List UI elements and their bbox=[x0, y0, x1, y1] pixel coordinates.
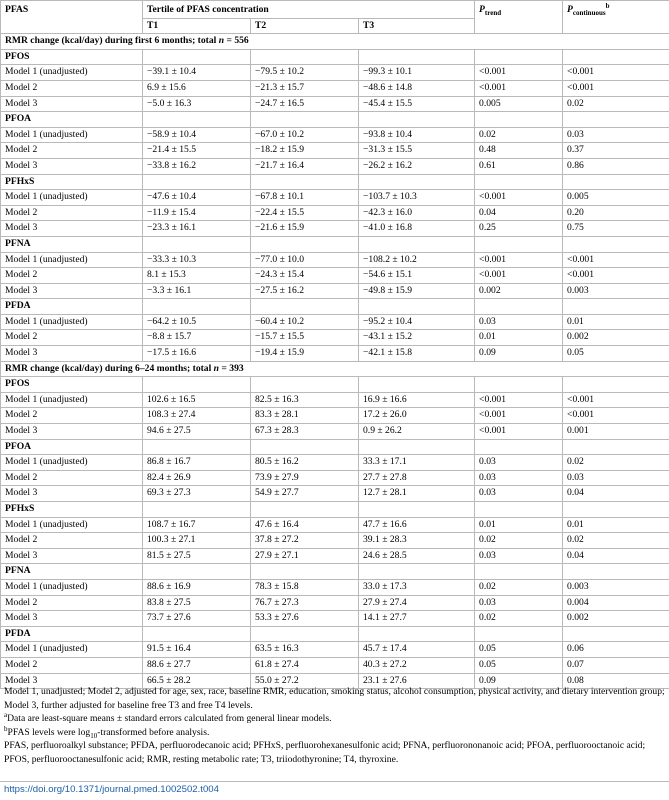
table-footnotes bbox=[4, 685, 666, 767]
empty-cell bbox=[475, 49, 563, 65]
t3-cell: 0.9 ± 26.2 bbox=[359, 424, 475, 440]
t1-cell: 73.7 ± 27.6 bbox=[143, 611, 251, 627]
t1-cell: 6.9 ± 15.6 bbox=[143, 80, 251, 96]
empty-cell bbox=[475, 439, 563, 455]
t3-cell: 40.3 ± 27.2 bbox=[359, 657, 475, 673]
p-continuous-cell: 0.003 bbox=[563, 579, 669, 595]
model-cell: Model 2 bbox=[1, 205, 143, 221]
t1-cell: 66.5 ± 28.2 bbox=[143, 673, 251, 689]
t1-cell: −23.3 ± 16.1 bbox=[143, 221, 251, 237]
t3-cell: −99.3 ± 10.1 bbox=[359, 65, 475, 81]
table-row bbox=[1, 424, 669, 440]
t2-cell: 55.0 ± 27.2 bbox=[251, 673, 359, 689]
t2-cell: −67.8 ± 10.1 bbox=[251, 190, 359, 206]
p-trend-cell: 0.05 bbox=[475, 657, 563, 673]
p-continuous-cell: 0.08 bbox=[563, 673, 669, 689]
empty-cell bbox=[143, 502, 251, 518]
t1-cell: 91.5 ± 16.4 bbox=[143, 642, 251, 658]
header-t3: T3 bbox=[359, 18, 475, 34]
t1-cell: −3.3 ± 16.1 bbox=[143, 283, 251, 299]
model-cell: Model 1 (unadjusted) bbox=[1, 314, 143, 330]
p-continuous-cell: <0.001 bbox=[563, 80, 669, 96]
p-trend-cell: <0.001 bbox=[475, 190, 563, 206]
p-trend-cell: 0.01 bbox=[475, 517, 563, 533]
p-trend-cell: 0.02 bbox=[475, 579, 563, 595]
t2-cell: 82.5 ± 16.3 bbox=[251, 392, 359, 408]
model-cell: Model 2 bbox=[1, 330, 143, 346]
empty-cell bbox=[143, 49, 251, 65]
table-row bbox=[1, 470, 669, 486]
group-name: PFDA bbox=[1, 626, 143, 642]
empty-cell bbox=[359, 299, 475, 315]
p-continuous-cell: 0.75 bbox=[563, 221, 669, 237]
empty-cell bbox=[359, 502, 475, 518]
empty-cell bbox=[143, 299, 251, 315]
section-row bbox=[1, 34, 669, 50]
p-continuous-cell: 0.03 bbox=[563, 470, 669, 486]
group-name: PFDA bbox=[1, 299, 143, 315]
model-cell: Model 1 (unadjusted) bbox=[1, 252, 143, 268]
p-continuous-cell: 0.002 bbox=[563, 611, 669, 627]
model-cell: Model 1 (unadjusted) bbox=[1, 579, 143, 595]
p-trend-cell: <0.001 bbox=[475, 424, 563, 440]
table-row bbox=[1, 657, 669, 673]
t1-cell: 108.3 ± 27.4 bbox=[143, 408, 251, 424]
t3-cell: −49.8 ± 15.9 bbox=[359, 283, 475, 299]
t2-cell: −21.3 ± 15.7 bbox=[251, 80, 359, 96]
p-trend-cell: 0.002 bbox=[475, 283, 563, 299]
t1-cell: −33.8 ± 16.2 bbox=[143, 158, 251, 174]
empty-cell bbox=[475, 626, 563, 642]
group-row bbox=[1, 49, 669, 65]
p-trend-cell: 0.05 bbox=[475, 642, 563, 658]
t1-cell: −39.1 ± 10.4 bbox=[143, 65, 251, 81]
p-trend-cell: 0.48 bbox=[475, 143, 563, 159]
t2-cell: 61.8 ± 27.4 bbox=[251, 657, 359, 673]
p-trend-cell: 0.02 bbox=[475, 611, 563, 627]
t3-cell: −95.2 ± 10.4 bbox=[359, 314, 475, 330]
empty-cell bbox=[251, 174, 359, 190]
group-name: PFNA bbox=[1, 236, 143, 252]
t2-cell: 54.9 ± 27.7 bbox=[251, 486, 359, 502]
model-cell: Model 2 bbox=[1, 80, 143, 96]
table-row bbox=[1, 314, 669, 330]
table-row bbox=[1, 392, 669, 408]
t1-cell: 8.1 ± 15.3 bbox=[143, 268, 251, 284]
table-row bbox=[1, 252, 669, 268]
model-cell: Model 3 bbox=[1, 424, 143, 440]
p-continuous-cell: 0.03 bbox=[563, 127, 669, 143]
t3-cell: −48.6 ± 14.8 bbox=[359, 80, 475, 96]
empty-cell bbox=[475, 299, 563, 315]
p-trend-cell: 0.04 bbox=[475, 205, 563, 221]
t3-cell: −41.0 ± 16.8 bbox=[359, 221, 475, 237]
header-p-continuous: $P_{continuous}^b$ bbox=[563, 1, 669, 34]
empty-cell bbox=[251, 377, 359, 393]
p-trend-cell: 0.03 bbox=[475, 470, 563, 486]
t1-cell: 88.6 ± 27.7 bbox=[143, 657, 251, 673]
t2-cell: 67.3 ± 28.3 bbox=[251, 424, 359, 440]
p-continuous-cell: 0.86 bbox=[563, 158, 669, 174]
t1-cell: −58.9 ± 10.4 bbox=[143, 127, 251, 143]
t2-cell: −15.7 ± 15.5 bbox=[251, 330, 359, 346]
p-continuous-cell: <0.001 bbox=[563, 65, 669, 81]
empty-cell bbox=[251, 626, 359, 642]
p-trend-cell: <0.001 bbox=[475, 252, 563, 268]
p-trend-cell: <0.001 bbox=[475, 408, 563, 424]
doi-link[interactable]: https://doi.org/10.1371/journal.pmed.1002502.t004 bbox=[4, 784, 219, 795]
model-cell: Model 2 bbox=[1, 268, 143, 284]
model-cell: Model 1 (unadjusted) bbox=[1, 190, 143, 206]
table-row bbox=[1, 595, 669, 611]
p-trend-cell: <0.001 bbox=[475, 268, 563, 284]
table-row bbox=[1, 517, 669, 533]
p-continuous-cell: 0.005 bbox=[563, 190, 669, 206]
footnote-b: $^b$PFAS levels were $\log_{10}$-transformed before analysis. bbox=[4, 724, 210, 740]
p-continuous-cell: 0.02 bbox=[563, 96, 669, 112]
empty-cell bbox=[563, 564, 669, 580]
t2-cell: −22.4 ± 15.5 bbox=[251, 205, 359, 221]
group-row bbox=[1, 564, 669, 580]
empty-cell bbox=[359, 236, 475, 252]
table-row bbox=[1, 158, 669, 174]
t2-cell: 83.3 ± 28.1 bbox=[251, 408, 359, 424]
empty-cell bbox=[143, 377, 251, 393]
empty-cell bbox=[475, 564, 563, 580]
p-continuous-cell: 0.02 bbox=[563, 533, 669, 549]
table-row bbox=[1, 96, 669, 112]
empty-cell bbox=[251, 564, 359, 580]
header-tertile-title: Tertile of PFAS concentration bbox=[143, 1, 475, 19]
t3-cell: 14.1 ± 27.7 bbox=[359, 611, 475, 627]
table-row bbox=[1, 330, 669, 346]
model-cell: Model 3 bbox=[1, 548, 143, 564]
p-continuous-cell: 0.05 bbox=[563, 346, 669, 362]
t2-cell: 80.5 ± 16.2 bbox=[251, 455, 359, 471]
table-row bbox=[1, 65, 669, 81]
model-cell: Model 1 (unadjusted) bbox=[1, 455, 143, 471]
empty-cell bbox=[359, 564, 475, 580]
model-cell: Model 3 bbox=[1, 158, 143, 174]
empty-cell bbox=[563, 49, 669, 65]
empty-cell bbox=[563, 112, 669, 128]
t2-cell: −67.0 ± 10.2 bbox=[251, 127, 359, 143]
group-name: PFOS bbox=[1, 49, 143, 65]
empty-cell bbox=[563, 174, 669, 190]
p-trend-cell: 0.09 bbox=[475, 346, 563, 362]
group-name: PFOA bbox=[1, 112, 143, 128]
group-name: PFHxS bbox=[1, 174, 143, 190]
t3-cell: 12.7 ± 28.1 bbox=[359, 486, 475, 502]
header-t1: T1 bbox=[143, 18, 251, 34]
p-trend-cell: 0.09 bbox=[475, 673, 563, 689]
model-cell: Model 1 (unadjusted) bbox=[1, 127, 143, 143]
header-p-trend: $P_{trend}$ bbox=[475, 1, 563, 34]
t1-cell: 83.8 ± 27.5 bbox=[143, 595, 251, 611]
t3-cell: 33.0 ± 17.3 bbox=[359, 579, 475, 595]
empty-cell bbox=[359, 626, 475, 642]
group-name: PFOA bbox=[1, 439, 143, 455]
t2-cell: −19.4 ± 15.9 bbox=[251, 346, 359, 362]
table-row bbox=[1, 486, 669, 502]
t1-cell: 108.7 ± 16.7 bbox=[143, 517, 251, 533]
t2-cell: 73.9 ± 27.9 bbox=[251, 470, 359, 486]
model-cell: Model 2 bbox=[1, 657, 143, 673]
p-trend-cell: 0.03 bbox=[475, 595, 563, 611]
t3-cell: 16.9 ± 16.6 bbox=[359, 392, 475, 408]
empty-cell bbox=[359, 439, 475, 455]
model-cell: Model 2 bbox=[1, 533, 143, 549]
header-row-1 bbox=[1, 1, 669, 19]
t1-cell: −8.8 ± 15.7 bbox=[143, 330, 251, 346]
p-trend-cell: 0.61 bbox=[475, 158, 563, 174]
group-row bbox=[1, 299, 669, 315]
group-name: PFHxS bbox=[1, 502, 143, 518]
model-cell: Model 3 bbox=[1, 283, 143, 299]
p-continuous-cell: 0.20 bbox=[563, 205, 669, 221]
empty-cell bbox=[359, 112, 475, 128]
empty-cell bbox=[143, 564, 251, 580]
p-trend-cell: 0.03 bbox=[475, 486, 563, 502]
empty-cell bbox=[251, 299, 359, 315]
t1-cell: 86.8 ± 16.7 bbox=[143, 455, 251, 471]
p-trend-cell: <0.001 bbox=[475, 65, 563, 81]
p-continuous-cell: 0.002 bbox=[563, 330, 669, 346]
table-row bbox=[1, 283, 669, 299]
t3-cell: −54.6 ± 15.1 bbox=[359, 268, 475, 284]
empty-cell bbox=[251, 112, 359, 128]
p-trend-cell: 0.02 bbox=[475, 127, 563, 143]
empty-cell bbox=[359, 174, 475, 190]
group-row bbox=[1, 174, 669, 190]
empty-cell bbox=[563, 236, 669, 252]
footnote-abbreviations: PFAS, perfluoroalkyl substance; PFDA, perfluorodecanoic acid; PFHxS, perfluorohexanesulfonic acid; PFNA, perfluorononanoic acid; PFOA, perfluorooctanoic acid; PFOS, perfluorooctanesulfonic acid; RMR, resting metabolic rate; T3, triiodothyronine; T4, thyroxine. bbox=[4, 740, 646, 765]
p-continuous-cell: 0.04 bbox=[563, 548, 669, 564]
section-title: RMR change (kcal/day) during 6–24 months; total n = 393 bbox=[1, 361, 669, 377]
p-trend-cell: <0.001 bbox=[475, 392, 563, 408]
p-continuous-cell: 0.01 bbox=[563, 314, 669, 330]
table-row bbox=[1, 455, 669, 471]
t3-cell: 33.3 ± 17.1 bbox=[359, 455, 475, 471]
p-continuous-cell: <0.001 bbox=[563, 392, 669, 408]
empty-cell bbox=[251, 49, 359, 65]
t2-cell: −24.3 ± 15.4 bbox=[251, 268, 359, 284]
model-cell: Model 2 bbox=[1, 408, 143, 424]
group-row bbox=[1, 439, 669, 455]
t2-cell: −79.5 ± 10.2 bbox=[251, 65, 359, 81]
p-trend-cell: 0.02 bbox=[475, 533, 563, 549]
group-row bbox=[1, 377, 669, 393]
t3-cell: −42.1 ± 15.8 bbox=[359, 346, 475, 362]
empty-cell bbox=[359, 377, 475, 393]
table-row bbox=[1, 533, 669, 549]
empty-cell bbox=[475, 112, 563, 128]
table-row bbox=[1, 346, 669, 362]
model-cell: Model 3 bbox=[1, 346, 143, 362]
t3-cell: −93.8 ± 10.4 bbox=[359, 127, 475, 143]
p-continuous-cell: <0.001 bbox=[563, 252, 669, 268]
t2-cell: 47.6 ± 16.4 bbox=[251, 517, 359, 533]
p-continuous-cell: 0.01 bbox=[563, 517, 669, 533]
t2-cell: 78.3 ± 15.8 bbox=[251, 579, 359, 595]
t1-cell: −47.6 ± 10.4 bbox=[143, 190, 251, 206]
model-cell: Model 2 bbox=[1, 470, 143, 486]
model-cell: Model 1 (unadjusted) bbox=[1, 392, 143, 408]
p-continuous-cell: <0.001 bbox=[563, 408, 669, 424]
p-trend-cell: 0.03 bbox=[475, 548, 563, 564]
t2-cell: 27.9 ± 27.1 bbox=[251, 548, 359, 564]
table-row bbox=[1, 642, 669, 658]
t3-cell: −45.4 ± 15.5 bbox=[359, 96, 475, 112]
t3-cell: 47.7 ± 16.6 bbox=[359, 517, 475, 533]
group-name: PFNA bbox=[1, 564, 143, 580]
p-trend-cell: 0.03 bbox=[475, 455, 563, 471]
footnote-a: $^a$Data are least-square means ± standard errors calculated from general linear models. bbox=[4, 711, 332, 725]
table-row bbox=[1, 611, 669, 627]
t1-cell: −11.9 ± 15.4 bbox=[143, 205, 251, 221]
t3-cell: −43.1 ± 15.2 bbox=[359, 330, 475, 346]
table-row bbox=[1, 579, 669, 595]
header-pfas: PFAS bbox=[1, 1, 143, 34]
t2-cell: −27.5 ± 16.2 bbox=[251, 283, 359, 299]
empty-cell bbox=[475, 174, 563, 190]
t2-cell: 76.7 ± 27.3 bbox=[251, 595, 359, 611]
section-row bbox=[1, 361, 669, 377]
header-t2: T2 bbox=[251, 18, 359, 34]
model-cell: Model 1 (unadjusted) bbox=[1, 517, 143, 533]
t3-cell: 27.9 ± 27.4 bbox=[359, 595, 475, 611]
table-row bbox=[1, 548, 669, 564]
p-continuous-cell: 0.04 bbox=[563, 486, 669, 502]
t2-cell: −60.4 ± 10.2 bbox=[251, 314, 359, 330]
t1-cell: 100.3 ± 27.1 bbox=[143, 533, 251, 549]
t1-cell: −64.2 ± 10.5 bbox=[143, 314, 251, 330]
table-row bbox=[1, 268, 669, 284]
empty-cell bbox=[563, 439, 669, 455]
t2-cell: −77.0 ± 10.0 bbox=[251, 252, 359, 268]
p-continuous-cell: 0.07 bbox=[563, 657, 669, 673]
model-cell: Model 3 bbox=[1, 96, 143, 112]
empty-cell bbox=[251, 439, 359, 455]
t1-cell: 102.6 ± 16.5 bbox=[143, 392, 251, 408]
p-continuous-cell: 0.003 bbox=[563, 283, 669, 299]
empty-cell bbox=[563, 377, 669, 393]
model-cell: Model 3 bbox=[1, 673, 143, 689]
t1-cell: −17.5 ± 16.6 bbox=[143, 346, 251, 362]
p-continuous-cell: <0.001 bbox=[563, 268, 669, 284]
p-trend-cell: 0.25 bbox=[475, 221, 563, 237]
model-cell: Model 3 bbox=[1, 486, 143, 502]
p-continuous-cell: 0.02 bbox=[563, 455, 669, 471]
group-row bbox=[1, 236, 669, 252]
bottom-divider bbox=[0, 781, 669, 782]
empty-cell bbox=[475, 377, 563, 393]
t3-cell: −26.2 ± 16.2 bbox=[359, 158, 475, 174]
empty-cell bbox=[475, 236, 563, 252]
t3-cell: −108.2 ± 10.2 bbox=[359, 252, 475, 268]
empty-cell bbox=[143, 112, 251, 128]
p-trend-cell: <0.001 bbox=[475, 80, 563, 96]
t1-cell: −21.4 ± 15.5 bbox=[143, 143, 251, 159]
t1-cell: −33.3 ± 10.3 bbox=[143, 252, 251, 268]
t3-cell: 27.7 ± 27.8 bbox=[359, 470, 475, 486]
p-trend-cell: 0.005 bbox=[475, 96, 563, 112]
t2-cell: −21.7 ± 16.4 bbox=[251, 158, 359, 174]
t1-cell: 94.6 ± 27.5 bbox=[143, 424, 251, 440]
table-row bbox=[1, 80, 669, 96]
empty-cell bbox=[251, 502, 359, 518]
model-cell: Model 2 bbox=[1, 595, 143, 611]
group-row bbox=[1, 112, 669, 128]
t3-cell: −31.3 ± 15.5 bbox=[359, 143, 475, 159]
table-row bbox=[1, 190, 669, 206]
table-row bbox=[1, 408, 669, 424]
model-cell: Model 3 bbox=[1, 221, 143, 237]
empty-cell bbox=[359, 49, 475, 65]
t3-cell: −103.7 ± 10.3 bbox=[359, 190, 475, 206]
p-trend-cell: 0.01 bbox=[475, 330, 563, 346]
t2-cell: −21.6 ± 15.9 bbox=[251, 221, 359, 237]
p-continuous-cell: 0.06 bbox=[563, 642, 669, 658]
empty-cell bbox=[475, 502, 563, 518]
t1-cell: 88.6 ± 16.9 bbox=[143, 579, 251, 595]
t3-cell: 23.1 ± 27.6 bbox=[359, 673, 475, 689]
model-cell: Model 3 bbox=[1, 611, 143, 627]
model-cell: Model 1 (unadjusted) bbox=[1, 642, 143, 658]
p-continuous-cell: 0.004 bbox=[563, 595, 669, 611]
t1-cell: 82.4 ± 26.9 bbox=[143, 470, 251, 486]
group-row bbox=[1, 626, 669, 642]
empty-cell bbox=[251, 236, 359, 252]
t1-cell: 81.5 ± 27.5 bbox=[143, 548, 251, 564]
table-row bbox=[1, 221, 669, 237]
p-continuous-cell: 0.001 bbox=[563, 424, 669, 440]
t3-cell: 24.6 ± 28.5 bbox=[359, 548, 475, 564]
group-row bbox=[1, 502, 669, 518]
empty-cell bbox=[143, 439, 251, 455]
t2-cell: 37.8 ± 27.2 bbox=[251, 533, 359, 549]
table-row bbox=[1, 143, 669, 159]
model-cell: Model 2 bbox=[1, 143, 143, 159]
t1-cell: 69.3 ± 27.3 bbox=[143, 486, 251, 502]
t1-cell: −5.0 ± 16.3 bbox=[143, 96, 251, 112]
t3-cell: 45.7 ± 17.4 bbox=[359, 642, 475, 658]
t2-cell: −24.7 ± 16.5 bbox=[251, 96, 359, 112]
t2-cell: 63.5 ± 16.3 bbox=[251, 642, 359, 658]
p-trend-cell: 0.03 bbox=[475, 314, 563, 330]
empty-cell bbox=[143, 626, 251, 642]
group-name: PFOS bbox=[1, 377, 143, 393]
table-row bbox=[1, 205, 669, 221]
empty-cell bbox=[143, 174, 251, 190]
t3-cell: 17.2 ± 26.0 bbox=[359, 408, 475, 424]
t3-cell: 39.1 ± 28.3 bbox=[359, 533, 475, 549]
t2-cell: 53.3 ± 27.6 bbox=[251, 611, 359, 627]
empty-cell bbox=[143, 236, 251, 252]
empty-cell bbox=[563, 502, 669, 518]
t3-cell: −42.3 ± 16.0 bbox=[359, 205, 475, 221]
section-title: RMR change (kcal/day) during first 6 months; total n = 556 bbox=[1, 34, 669, 50]
empty-cell bbox=[563, 299, 669, 315]
t2-cell: −18.2 ± 15.9 bbox=[251, 143, 359, 159]
footnote-models: Model 1, unadjusted; Model 2, adjusted for age, sex, race, baseline RMR, education, smoking status, alcohol consumption, physical activity, and dietary intervention group; Model 3, further adjusted for baseline free T3 and free T4 levels. bbox=[4, 686, 665, 711]
model-cell: Model 1 (unadjusted) bbox=[1, 65, 143, 81]
table-row bbox=[1, 127, 669, 143]
p-continuous-cell: 0.37 bbox=[563, 143, 669, 159]
empty-cell bbox=[563, 626, 669, 642]
